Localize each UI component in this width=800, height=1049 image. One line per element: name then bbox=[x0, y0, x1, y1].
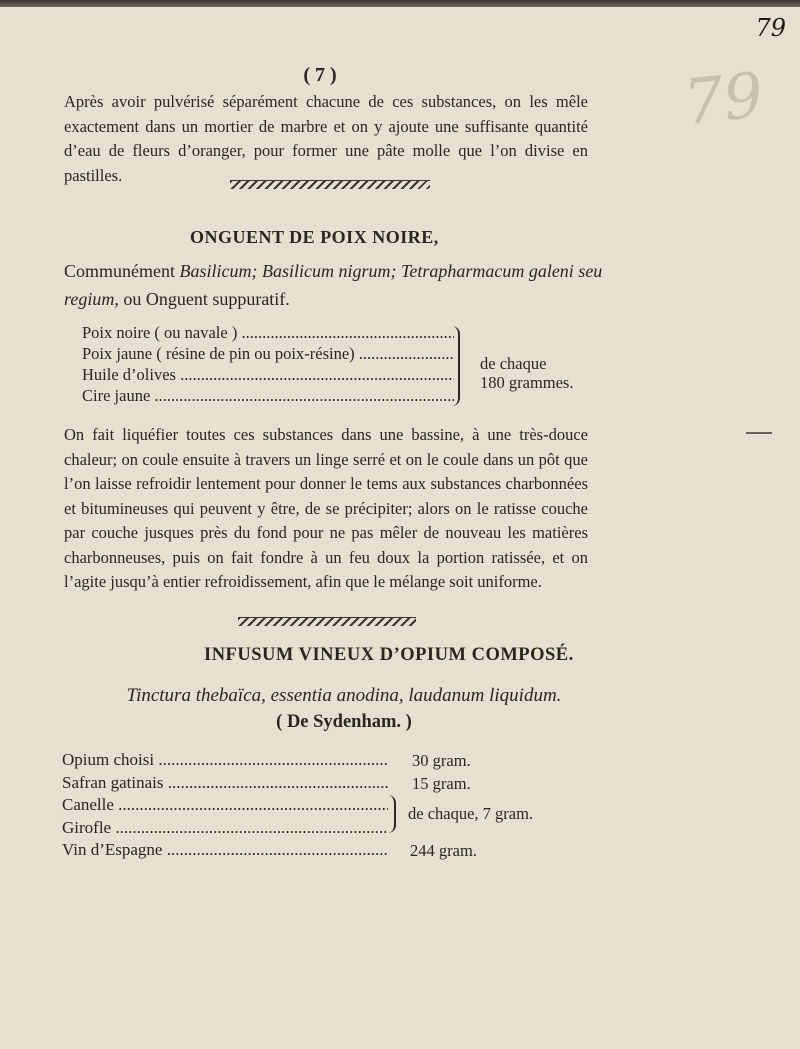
onguent-paragraph: On fait liquéfier toutes ces substances dans une bassine, à une très-douce chaleur; on coule ensuite à travers un linge serré et on le coule dans un pôt que l’on laisse refroidir lentement pour donner le tems aux substances charbonnées et bitumineuses qui peuvent y être, de se précipiter; alors on le ratisse couche par couche jusques près du fond pour ne pas mêler de nouveau les matières charbonneuses, puis on fait fondre à un feu doux la portion ratissée, et on l’agite jusqu’à entier refroidissement, afin que le mélange soit uniforme. bbox=[64, 425, 588, 591]
grouping-brace bbox=[388, 795, 396, 833]
handwritten-folio-number: 79 bbox=[755, 14, 786, 42]
synonyms-suffix: , ou Onguent suppuratif. bbox=[114, 289, 290, 309]
ornamental-rule bbox=[230, 180, 430, 189]
ornamental-rule bbox=[238, 617, 416, 626]
ingredient-name: Safran gatinais ..... bbox=[62, 773, 388, 792]
ingredient-name: Opium choisi ..... bbox=[62, 750, 388, 769]
synonyms-prefix: Communément bbox=[64, 261, 175, 281]
ingredient-name: Vin d’Espagne ..... bbox=[62, 840, 388, 859]
ingredient-name: Cire jaune ..... bbox=[82, 386, 454, 405]
ingredient-quantity: 15 gram. bbox=[412, 774, 471, 793]
shared-quantity-line: 180 grammes. bbox=[480, 373, 574, 392]
margin-mark bbox=[746, 432, 772, 434]
laudanum-title: INFUSUM VINEUX D’OPIUM COMPOSÉ. bbox=[204, 645, 574, 665]
ingredient-item bbox=[82, 322, 454, 343]
ingredient-item bbox=[62, 839, 388, 862]
page-number: ( 7 ) bbox=[303, 64, 337, 86]
ingredient-item bbox=[82, 343, 454, 364]
ingredient-item bbox=[62, 817, 388, 840]
ingredient-quantity: 30 gram. bbox=[412, 751, 471, 770]
ingredient-item bbox=[82, 364, 454, 385]
pastilles-paragraph: Après avoir pulvérisé séparément chacune de ces substances, on les mêle exactement dans un mortier de marbre et on y ajoute une suffisante quantité d’eau de fleurs d’oranger, pour former une pâte molle que l’on divise en pastilles. bbox=[64, 92, 588, 185]
bleed-through-handwriting: 79 bbox=[680, 58, 767, 139]
ingredient-name: Poix noire ( ou navale ) ..... bbox=[82, 323, 454, 342]
onguent-ingredient-list bbox=[82, 322, 454, 406]
laudanum-ingredient-list bbox=[62, 749, 388, 862]
ingredient-item bbox=[62, 794, 388, 817]
ingredient-name: Poix jaune ( résine de pin ou poix-résine) ..... bbox=[82, 344, 454, 363]
ingredient-quantity: 244 gram. bbox=[410, 841, 477, 860]
laudanum-shared-quantity: de chaque, 7 gram. bbox=[408, 804, 534, 823]
ingredient-item bbox=[62, 749, 388, 772]
shared-quantity-line: de chaque bbox=[480, 354, 547, 373]
ingredient-item bbox=[62, 772, 388, 795]
onguent-shared-quantity bbox=[480, 354, 573, 392]
laudanum-source: ( De Sydenham. ) bbox=[276, 712, 412, 732]
ingredient-name: Girofle ..... bbox=[62, 818, 388, 837]
grouping-brace bbox=[452, 326, 460, 406]
synonyms-latin: Basilicum; Basilicum nigrum; Tetrapharmacum galeni seu regium bbox=[64, 261, 603, 309]
ingredient-item bbox=[82, 385, 454, 406]
ingredient-name: Huile d’olives ..... bbox=[82, 365, 454, 384]
laudanum-synonyms: Tinctura thebaïca, essentia anodina, laudanum liquidum. bbox=[126, 685, 562, 706]
onguent-title: ONGUENT DE POIX NOIRE, bbox=[190, 227, 439, 247]
onguent-synonyms bbox=[64, 257, 604, 313]
page-top-edge bbox=[0, 0, 800, 7]
ingredient-name: Canelle ..... bbox=[62, 795, 388, 814]
